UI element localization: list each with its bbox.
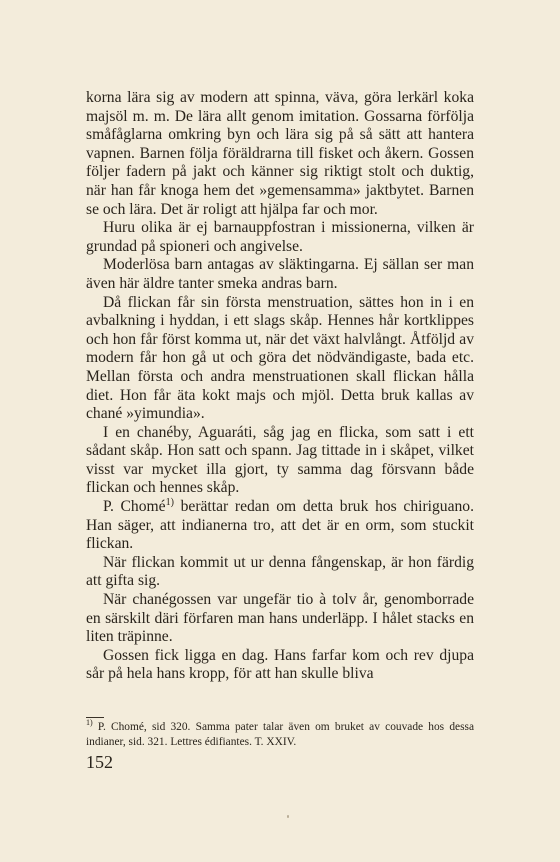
paragraph-4: Då flickan får sin första menstruation, sättes hon in i en avbalkning i hyddan, i ett slags skåp. Hennes hår kortklippes och hon får först komma ut, när det växt halvlångt. Åtföljd av modern får hon gå ut och göra det nödvändigaste, bada etc. Mellan första och andra menstruationen skall flickan hålla diet. Hon får äta kokt majs och mjöl. Detta bruk kallas av chané »yimundia». bbox=[86, 293, 474, 423]
paragraph-6-text-after: berättar redan om detta bruk hos chiriguano. Han säger, att indianerna tro, att det är en orm, som stuckit flickan. bbox=[86, 498, 474, 553]
paper-speck bbox=[287, 815, 289, 818]
footnote bbox=[86, 720, 474, 749]
paragraph-5: I en chanéby, Aguaráti, såg jag en flicka, som satt i ett sådant skåp. Hon satt och spann. Jag tittade in i skåpet, vilket visst var mycket illa gjort, ty samma dag försvann både flickan och hennes skåp. bbox=[86, 423, 474, 497]
body-text bbox=[86, 89, 474, 684]
footnote-text: P. Chomé, sid 320. Samma pater talar även om bruket av couvade hos dessa indianer, sid. 321. Lettres édifiantes. T. XXIV. bbox=[86, 721, 474, 748]
paragraph-1: korna lära sig av modern att spinna, väva, göra lerkärl koka majsöl m. m. De lära allt genom imitation. Gossarna förfölja småfåglarna omkring byn och lära sig på så sätt att hantera vapnen. Barnen följa föräldrarna till fisket och åkern. Gossen följer fadern på jakt och känner sig riktigt stolt och duktig, när han får knoga hem det »gemensamma» jaktbytet. Barnen se och lära. Det är roligt att hjälpa far och mor. bbox=[86, 89, 474, 218]
paragraph-2: Huru olika är ej barnauppfostran i missionerna, vilken är grundad på spioneri och angivelse. bbox=[86, 219, 474, 255]
footnote-marker: 1) bbox=[86, 718, 93, 728]
paragraph-9: Gossen fick ligga en dag. Hans farfar kom och rev djupa sår på hela hans kropp, för att han skulle bliva bbox=[86, 646, 474, 683]
paragraph-6 bbox=[86, 498, 474, 554]
paragraph-8: När chanégossen var ungefär tio à tolv år, genomborrade en särskilt däri förfaren man hans underläpp. I hålet stacks en liten träpinne. bbox=[86, 591, 474, 646]
paragraph-6-text-before: P. Chomé bbox=[103, 498, 166, 516]
footnote-reference: 1) bbox=[165, 496, 174, 508]
page-number: 152 bbox=[86, 752, 113, 772]
paragraph-7: När flickan kommit ut ur denna fångenskap, är hon färdig att gifta sig. bbox=[86, 553, 474, 590]
paragraph-3: Moderlösa barn antagas av släktingarna. Ej sällan ser man även här äldre tanter smeka andras barn. bbox=[86, 256, 474, 292]
